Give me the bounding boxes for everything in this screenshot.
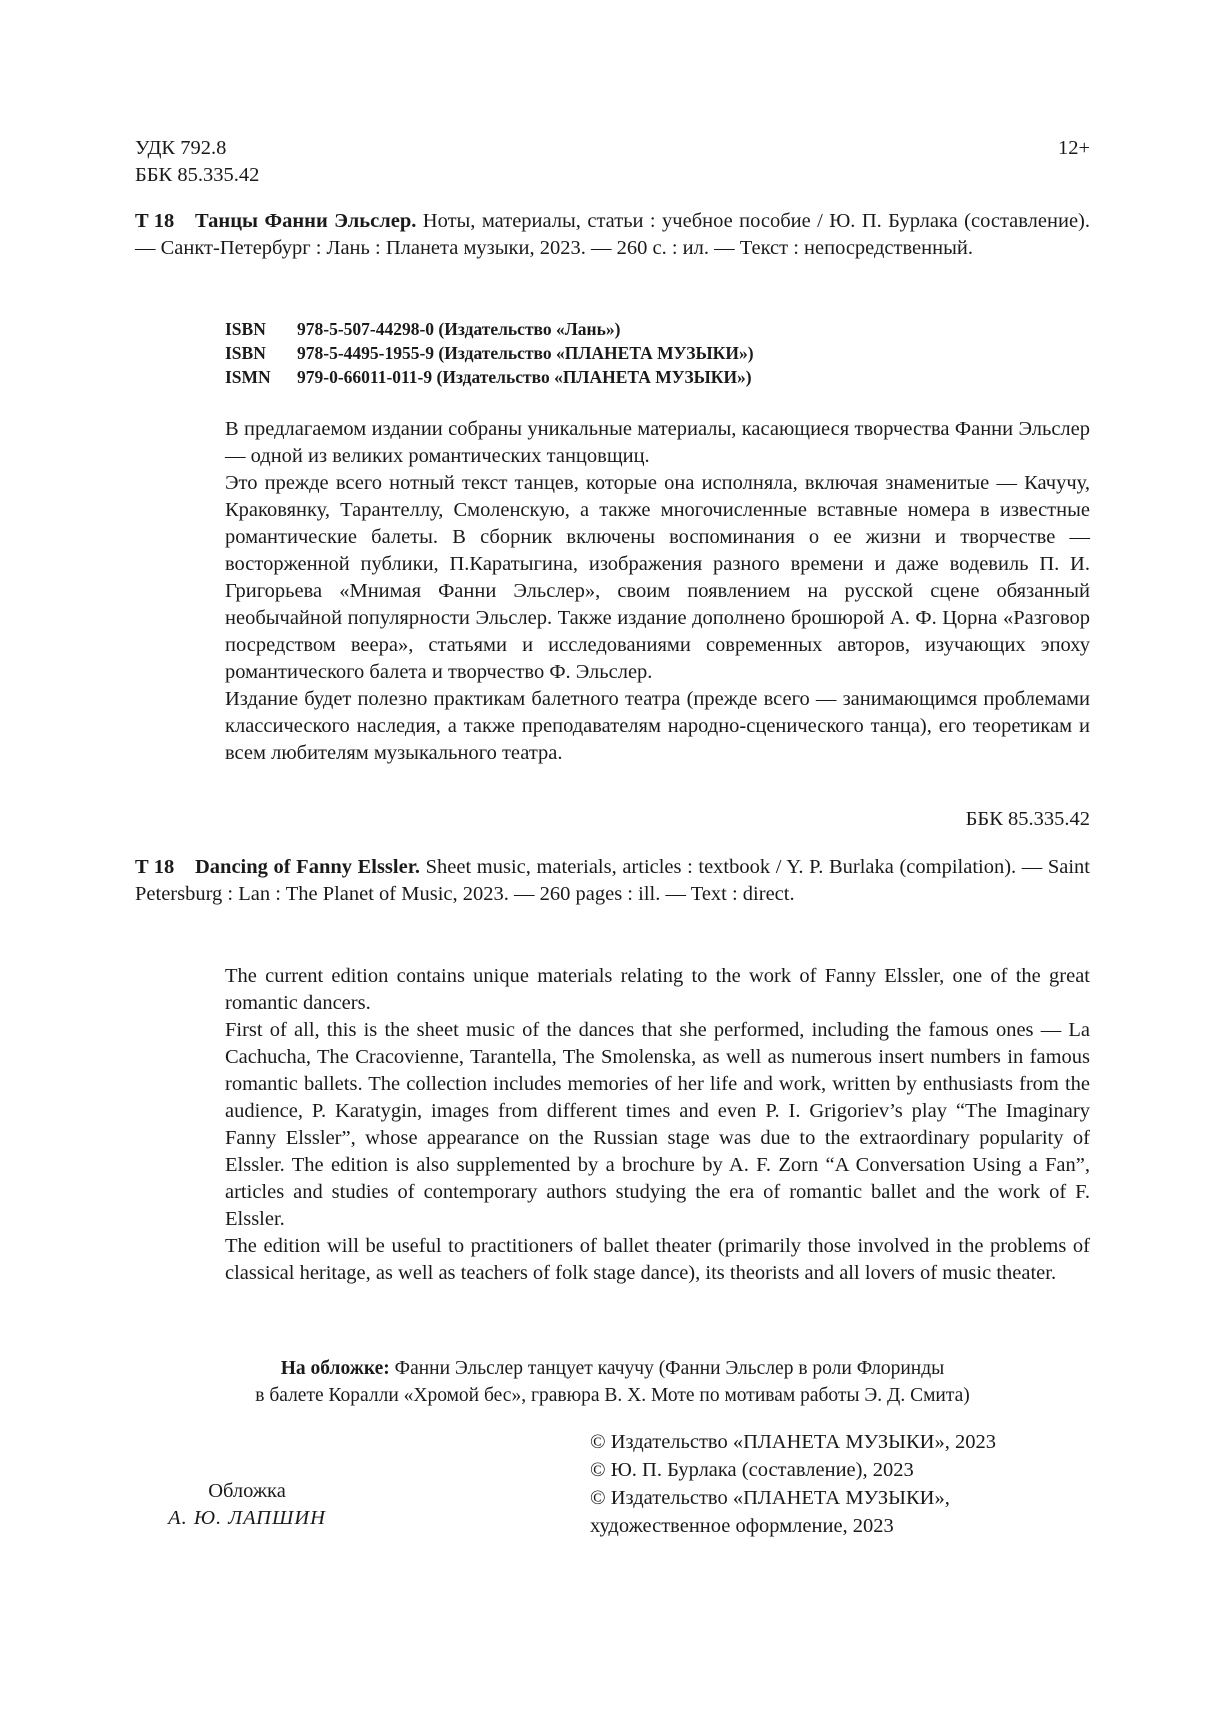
entry-description: Sheet music, materials, articles : textbook / Y. P. Burlaka (compilation). — Saint Petersburg : Lan : The Planet of Music, 2023. — 260 pages : ill. — Text : direct.: [135, 856, 1090, 905]
abstract-paragraph: The current edition contains unique materials relating to the work of Fanny Elssler, one of the great romantic dancers.: [225, 965, 1090, 1014]
identifier-type: ISMN: [225, 367, 271, 387]
cover-note-line: в балете Коралли «Хромой бес», гравюра В. Х. Моте по мотивам работы Э. Д. Смита): [255, 1385, 970, 1406]
udk-code: УДК 792.8: [135, 137, 227, 159]
identifier-line: [225, 317, 754, 341]
designer-name: А. Ю. ЛАПШИН: [168, 1507, 326, 1529]
abstract-paragraph: The edition will be useful to practitioners of ballet theater (primarily those involved in the problems of classical heritage, as well as teachers of folk stage dance), its theorists and all lovers of music theater.: [225, 1235, 1090, 1284]
author-mark: Т 18: [135, 210, 175, 232]
cover-design-credit: [147, 1478, 347, 1532]
cover-note: [135, 1355, 1090, 1409]
identifier-value: 979-0-66011-011-9 (Издательство «ПЛАНЕТА МУЗЫКИ»): [297, 367, 752, 387]
abstract-paragraph: В предлагаемом издании собраны уникальные материалы, касающиеся творчества Фанни Эльслер — одной из великих романтических танцовщиц.: [225, 418, 1090, 467]
bibliographic-entry-ru: [135, 208, 1090, 262]
identifier-type: ISBN: [225, 319, 266, 339]
abstract-paragraph: Это прежде всего нотный текст танцев, которые она исполняла, включая знаменитые — Качучу, Краковянку, Тарантеллу, Смоленскую, а также многочисленные вставные номера в известные романтические балеты. В сборник включены воспоминания о ее жизни и творчестве — восторженной публики, П.Каратыгина, изображения разного времени и даже водевиль П. И. Григорьева «Мнимая Фанни Эльслер», своим появлением на русской сцене обязанный необычайной популярности Эльслер. Также издание дополнено брошюрой А. Ф. Цорна «Разговор посредством веера», статьями и исследованиями современных авторов, изучающих эпоху романтического балета и творчество Ф. Эльслер.: [225, 472, 1090, 683]
identifier-value: 978-5-4495-1955-9 (Издательство «ПЛАНЕТА МУЗЫКИ»): [297, 343, 754, 363]
cover-note-text: Фанни Эльслер танцует качучу (Фанни Эльслер в роли Флоринды: [389, 1358, 945, 1379]
entry-title: Dancing of Fanny Elssler.: [195, 856, 421, 878]
entry-description: Ноты, материалы, статьи : учебное пособие / Ю. П. Бурлака (составление). — Санкт-Петербург : Лань : Планета музыки, 2023. — 260 с. : ил. — Текст : непосредственный.: [135, 210, 1090, 259]
age-rating: 12+: [1057, 137, 1090, 159]
cover-note-line: [135, 1355, 1090, 1382]
identifier-line: [225, 365, 754, 389]
bibliographic-entry-en: [135, 854, 1090, 908]
bbk-code: ББК 85.335.42: [135, 164, 260, 186]
copyright-line: © Ю. П. Бурлака (составление), 2023: [590, 1459, 914, 1481]
cover-note-label: На обложке:: [280, 1358, 390, 1379]
bbk-code-repeat: ББК 85.335.42: [965, 808, 1090, 830]
abstract-paragraph: Издание будет полезно практикам балетного театра (прежде всего — занимающимся проблемами классического наследия, а также преподавателям народно-сценического танца), его теоретикам и всем любителям музыкального театра.: [225, 688, 1090, 764]
copyright-line: художественное оформление, 2023: [590, 1515, 894, 1537]
entry-title: Танцы Фанни Эльслер.: [195, 210, 417, 232]
copyright-line: © Издательство «ПЛАНЕТА МУЗЫКИ»,: [590, 1487, 950, 1509]
copyright-line: © Издательство «ПЛАНЕТА МУЗЫКИ», 2023: [590, 1431, 996, 1453]
design-label: Обложка: [208, 1480, 286, 1502]
classification-codes: [135, 135, 259, 189]
imprint-page: [135, 0, 1090, 1713]
copyright-block: [590, 1428, 996, 1540]
identifier-value: 978-5-507-44298-0 (Издательство «Лань»): [297, 319, 621, 339]
abstract-en: [225, 963, 1090, 1287]
identifier-type: ISBN: [225, 343, 266, 363]
author-mark: Т 18: [135, 856, 175, 878]
abstract-ru: [225, 416, 1090, 767]
identifier-list: [225, 317, 754, 389]
identifier-line: [225, 341, 754, 365]
abstract-paragraph: First of all, this is the sheet music of the dances that she performed, including the famous ones — La Cachucha, The Cracovienne, Tarantella, The Smolenska, as well as numerous insert numbers in famous romantic ballets. The collection includes memories of her life and work, written by enthusiasts from the audience, P. Karatygin, images from different times and even P. I. Grigoriev’s play “The Imaginary Fanny Elssler”, whose appearance on the Russian stage was due to the extraordinary popularity of Elssler. The edition is also supplemented by a brochure by A. F. Zorn “A Conversation Using a Fan”, articles and studies of contemporary authors studying the era of romantic ballet and the work of F. Elssler.: [225, 1019, 1090, 1230]
